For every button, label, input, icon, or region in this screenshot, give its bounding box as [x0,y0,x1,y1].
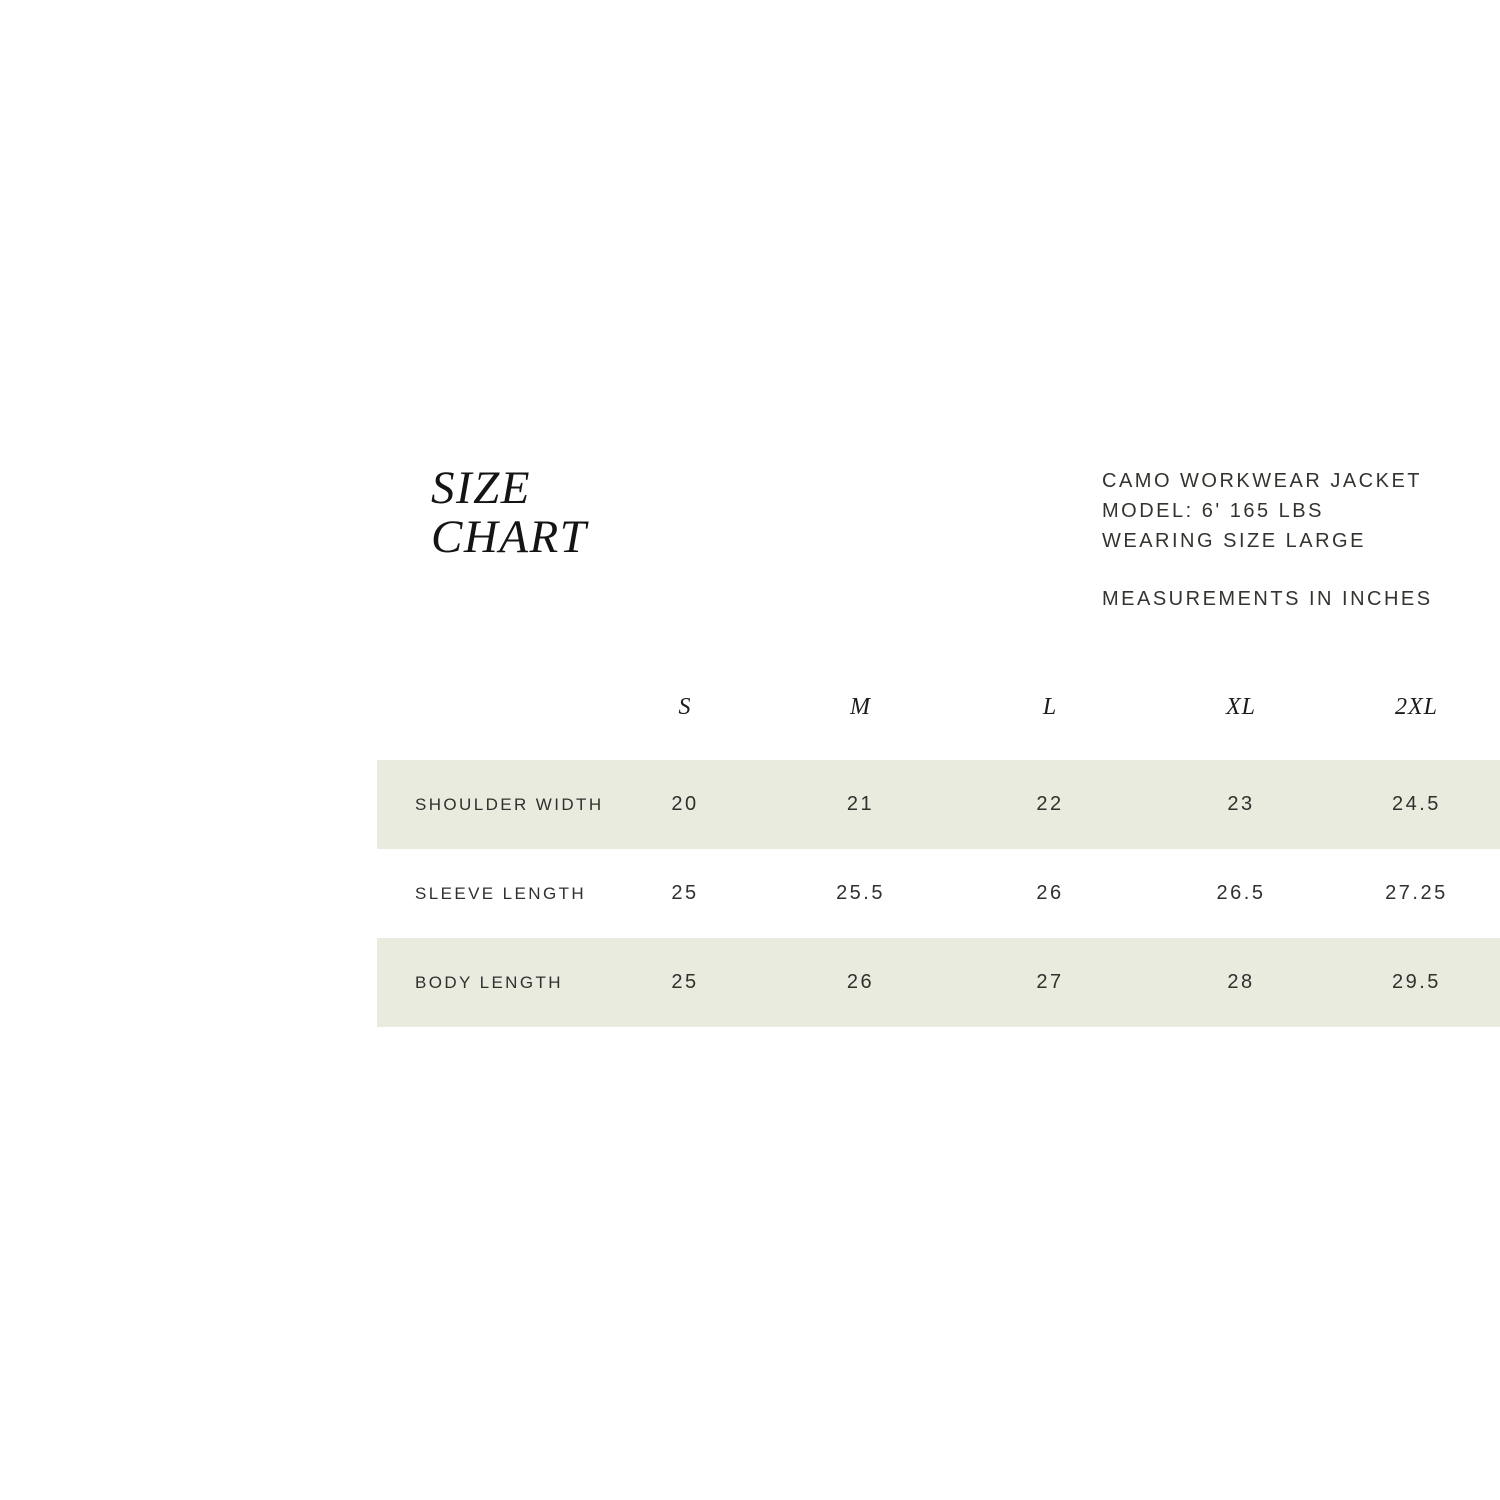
table-row-sleeve-length [377,849,1500,938]
header-empty-cell [377,690,600,760]
page-title [431,464,587,562]
body-length-m: 26 [846,971,875,993]
shoulder-width-m: 21 [846,793,875,815]
size-table-header [377,690,1500,760]
sleeve-length-s: 25 [671,882,699,904]
header-size-m: M [850,694,872,720]
size-table [377,690,1500,1027]
product-info [1102,466,1433,614]
sleeve-length-l: 26 [1036,882,1064,904]
sleeve-length-xl: 26.5 [1216,882,1266,904]
body-length-l: 27 [1036,971,1064,993]
shoulder-width-xl: 23 [1227,793,1255,815]
page-title-line1: SIZE [431,462,531,514]
shoulder-width-l: 22 [1036,793,1064,815]
model-stats: MODEL: 6' 165 LBS [1102,500,1324,522]
body-length-xl: 28 [1227,971,1255,993]
header-size-xl: XL [1225,694,1256,720]
body-length-2xl: 29.5 [1391,971,1441,993]
row-label: BODY LENGTH [415,972,563,992]
shoulder-width-2xl: 24.5 [1391,793,1441,815]
sleeve-length-2xl: 27.25 [1385,882,1448,904]
header-size-l: L [1042,694,1058,720]
shoulder-width-s: 20 [671,793,699,815]
body-length-s: 25 [671,971,699,993]
model-size: WEARING SIZE LARGE [1102,530,1366,552]
product-name: CAMO WORKWEAR JACKET [1102,470,1423,492]
header-size-s: S [678,694,692,720]
sleeve-length-m: 25.5 [836,882,885,904]
row-label: SHOULDER WIDTH [415,794,604,814]
row-label: SLEEVE LENGTH [415,883,587,903]
page-title-line2: CHART [431,511,588,563]
table-row-shoulder-width [377,760,1500,849]
header-size-2xl: 2XL [1394,694,1438,720]
table-row-body-length [377,938,1500,1027]
measurements-note: MEASUREMENTS IN INCHES [1102,588,1433,610]
